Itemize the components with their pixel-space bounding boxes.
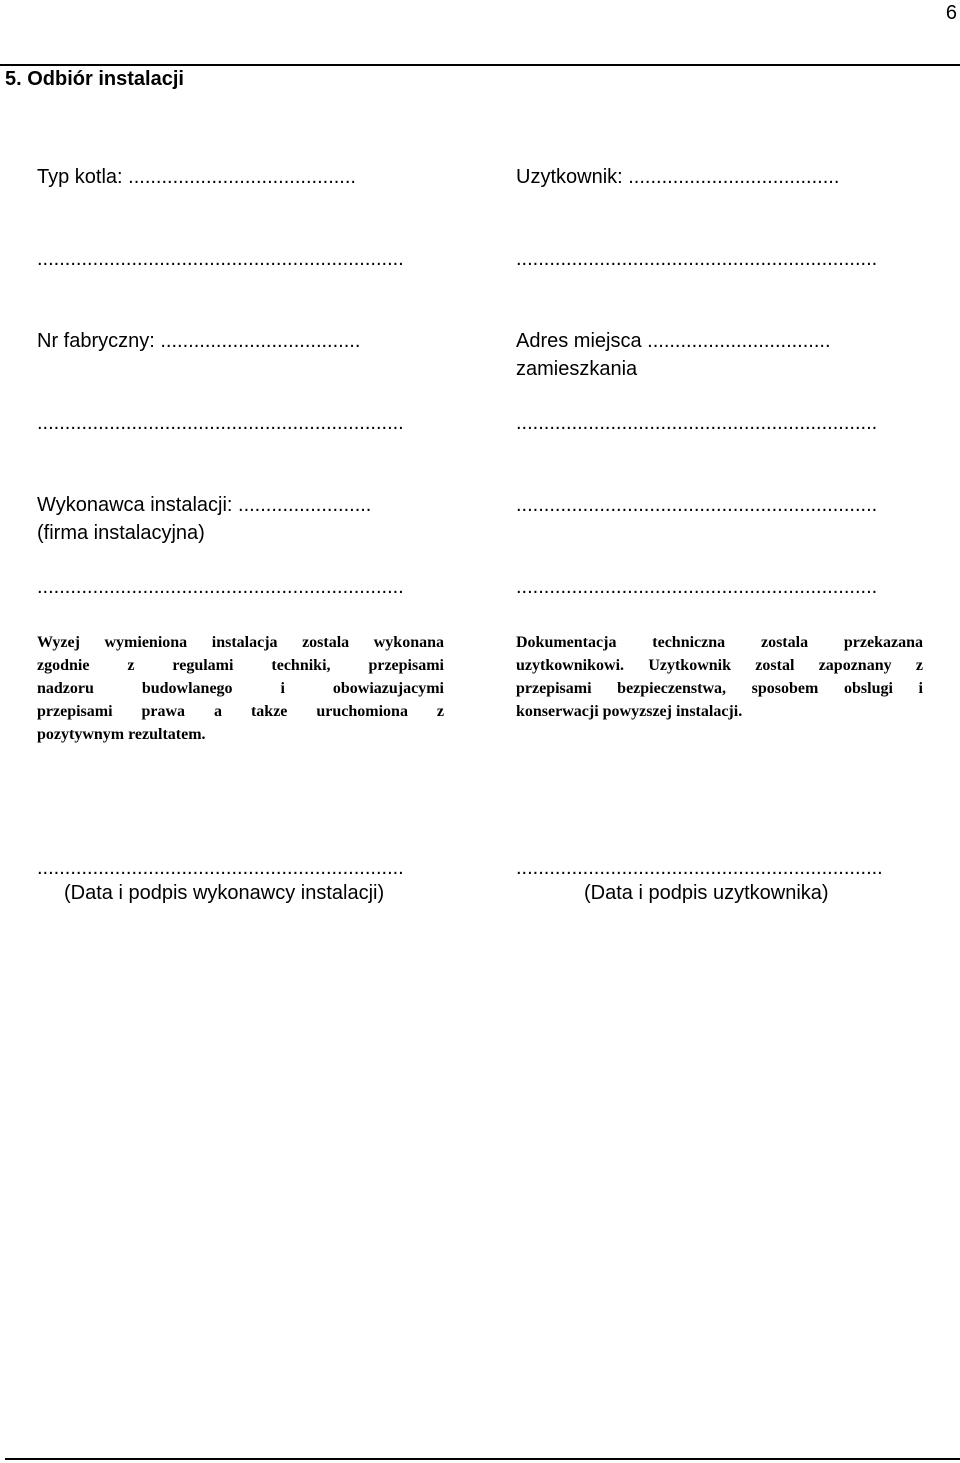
user-signature-caption: (Data i podpis uzytkownika) xyxy=(584,882,829,904)
section-title: 5. Odbiór instalacji xyxy=(5,68,184,90)
statement-line: przepisami prawa a takze uruchomiona z xyxy=(37,703,444,720)
statement-line: uzytkownikowi. Uzytkownik zostal zapoznany z xyxy=(516,657,923,674)
boiler-type-continuation: .................................................................. xyxy=(37,248,404,270)
installer-sublabel: (firma instalacyjna) xyxy=(37,522,205,544)
installer-field: Wykonawca instalacji: ........................ xyxy=(37,494,372,516)
statement-line: pozytywnym rezultatem. xyxy=(37,726,206,743)
user-statement xyxy=(516,631,923,723)
installer-continuation: .................................................................. xyxy=(37,576,404,598)
page-number: 6 xyxy=(945,2,957,24)
installer-signature-line: .................................................................. xyxy=(37,857,404,879)
address-field: Adres miejsca ................................. xyxy=(516,330,831,352)
statement-line: Dokumentacja techniczna zostala przekazana xyxy=(516,634,923,651)
serial-number-field: Nr fabryczny: .................................... xyxy=(37,330,361,352)
address-sublabel: zamieszkania xyxy=(516,358,638,380)
serial-number-continuation: .................................................................. xyxy=(37,412,404,434)
statement-line: zgodnie z regulami techniki, przepisami xyxy=(37,657,444,674)
statement-line: przepisami bezpieczenstwa, sposobem obslugi i xyxy=(516,680,923,697)
statement-line: nadzoru budowlanego i obowiazujacymi xyxy=(37,680,444,697)
user-continuation: ................................................................. xyxy=(516,248,878,270)
boiler-type-field: Typ kotla: ......................................... xyxy=(37,166,356,188)
statement-line: Wyzej wymieniona instalacja zostala wykonana xyxy=(37,634,444,651)
address-continuation-1: ................................................................. xyxy=(516,412,878,434)
address-continuation-3: ................................................................. xyxy=(516,576,878,598)
user-signature-line: .................................................................. xyxy=(516,857,883,879)
user-field: Uzytkownik: ...................................... xyxy=(516,166,840,188)
installer-signature-caption: (Data i podpis wykonawcy instalacji) xyxy=(64,882,385,904)
address-continuation-2: ................................................................. xyxy=(516,494,878,516)
footer-rule xyxy=(5,1458,960,1460)
installer-statement xyxy=(37,631,444,746)
statement-line: konserwacji powyzszej instalacji. xyxy=(516,703,743,720)
header-rule xyxy=(0,64,960,66)
